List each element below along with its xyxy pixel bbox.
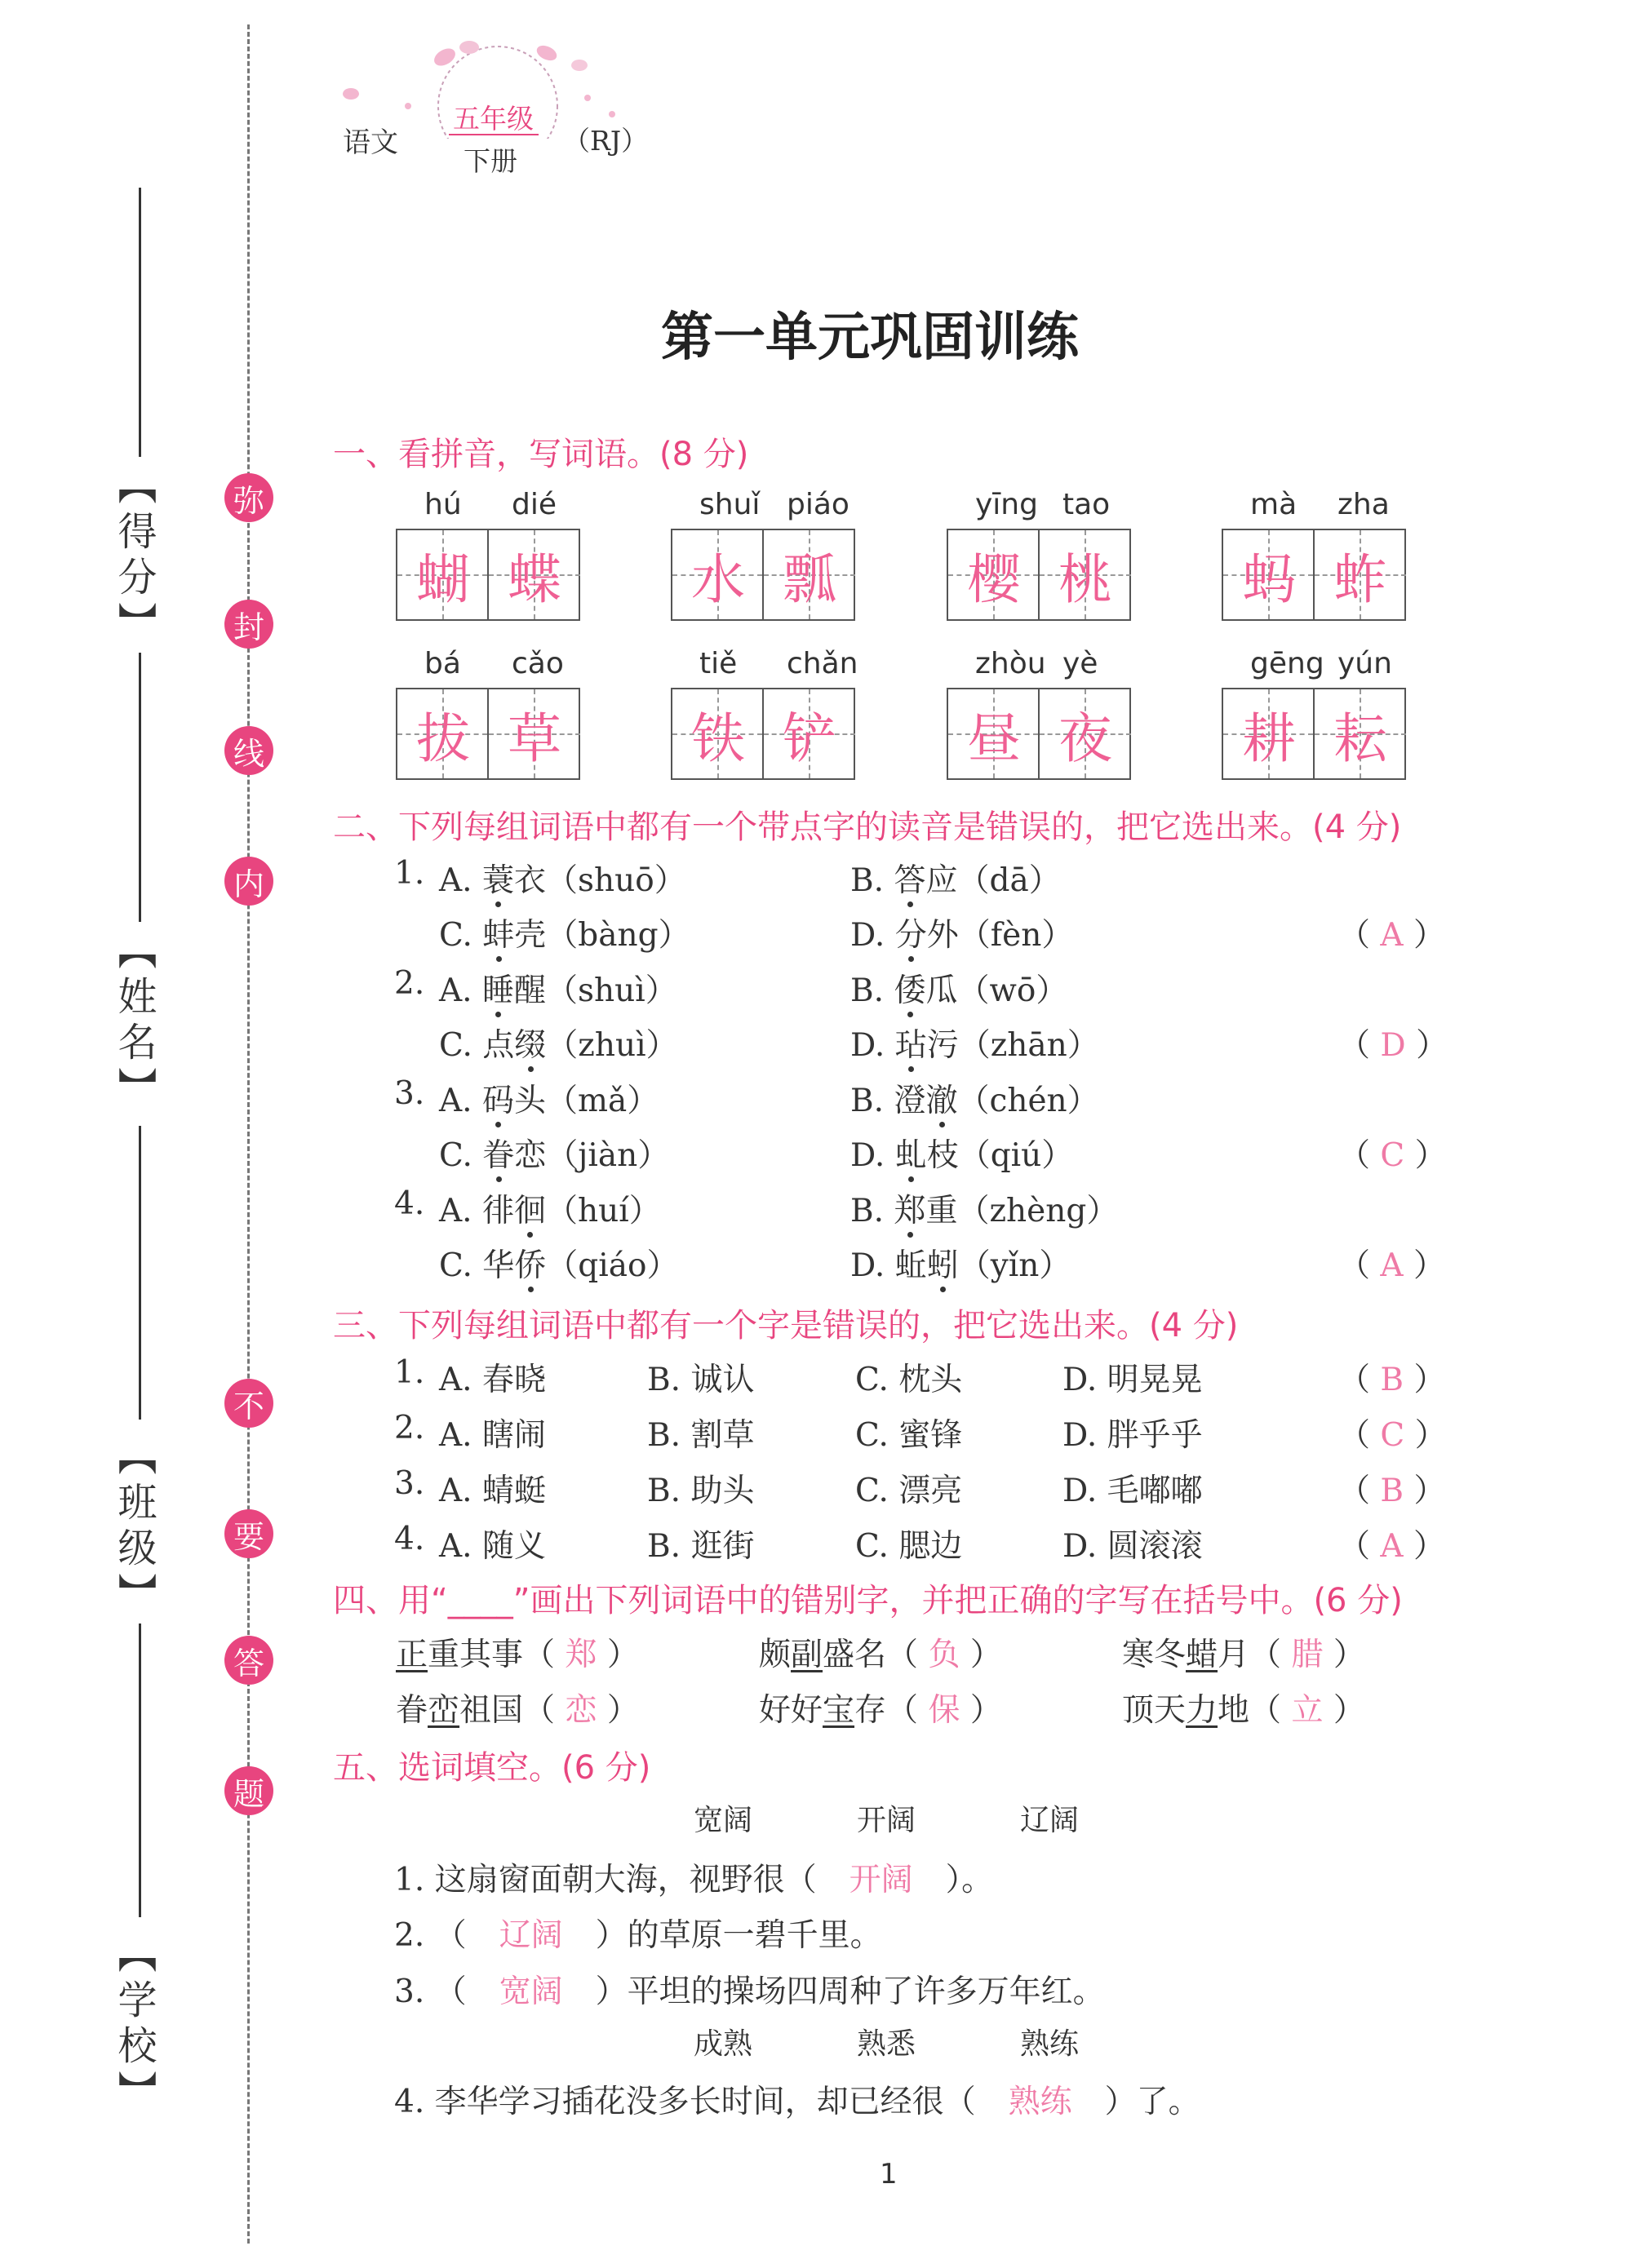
option-letter: A. [439,862,472,899]
dotted-char: 码 [481,1083,514,1119]
pinyin-3-b: tao [1062,488,1111,521]
answer-parens: （ A ） [1338,1247,1445,1284]
fill-sentence [394,1910,882,1956]
pinyin-6-b: chǎn [787,647,858,680]
dotted-char: 缀 [514,1027,547,1064]
seal-char-7: 答 [224,1636,273,1685]
option-c: C. 腮边 [855,1528,963,1565]
option-d: D. 圆滚滚 [1062,1528,1203,1565]
pinyin-7-a: zhòu [975,647,1046,680]
seal-char-3: 线 [224,726,273,775]
answer-char: 蚂 [1242,548,1296,611]
option-c: C. 枕头 [855,1362,963,1398]
answer-char: 拔 [416,707,470,770]
option-rest: （yǐn） [958,1247,1071,1284]
answer-parens: （ A ） [1338,917,1445,954]
option-a [439,1075,659,1121]
tianzige-box [671,688,855,780]
wrong-char: 宝 [823,1692,855,1729]
dotted-char: 侨 [514,1247,547,1284]
option-c [439,1240,678,1286]
option-lead-char: 徘 [481,1193,514,1229]
word-option: 成熟 [694,2027,753,2061]
answer-letter: A [1380,1528,1404,1565]
question-number: 4. [394,1185,425,1222]
option-rest: 枝（qiú） [926,1137,1074,1174]
answer-char: 水 [691,548,745,611]
pinyin-6-a: tiě [699,647,738,680]
option-d: D. 明晃晃 [1062,1362,1203,1398]
option-rest: 壳（bàng） [514,917,690,954]
tianzige-cell [764,689,855,778]
answer-char: 耘 [1333,707,1387,770]
sentence-post: ）。 [945,1862,994,1898]
option-lead-char: 华 [482,1247,515,1284]
option-b [850,1075,1099,1121]
tianzige-box [947,688,1131,780]
tianzige-cell [764,530,855,619]
pinyin-2-b: piáo [787,488,849,521]
option-letter: B. [850,1083,885,1119]
correct-char: 立 [1291,1692,1324,1729]
dotted-char: 郑 [894,1193,926,1229]
correction-item: 好好宝存（ 保 ） [759,1692,1002,1729]
word-part: 重其事 [428,1637,524,1673]
fill-answer: 辽阔 [499,1917,563,1954]
section3-title: 三、下列每组词语中都有一个字是错误的，把它选出来。(4 分) [333,1307,1239,1344]
pinyin-4-b: zha [1337,488,1390,521]
fill-sentence [394,2076,1200,2122]
option-rest: 恋（jiàn） [514,1137,670,1174]
dotted-char: 虬 [894,1137,927,1174]
option-letter: D. [850,917,885,954]
section5-title: 五、选词填空。(6 分) [333,1749,651,1787]
seal-char-5: 不 [224,1379,273,1428]
answer-parens: （ C ） [1338,1417,1447,1454]
option-rest: （huí） [546,1193,661,1229]
fill-sentence [394,1966,1105,2012]
option-lead-char: 澄 [894,1083,926,1119]
word-option: 熟练 [1020,2027,1080,2061]
answer-parens: （ C ） [1338,1137,1447,1174]
question-number: 2. [394,965,425,1002]
option-c: C. 漂亮 [855,1473,963,1509]
tianzige-cell [489,530,580,619]
tianzige-cell [948,689,1040,778]
correction-item: 眷峦祖国（ 恋 ） [396,1692,639,1729]
option-a: A. 春晓 [439,1362,546,1398]
option-d: D. 胖乎乎 [1062,1417,1203,1454]
option-rest: 瓜（wō） [925,972,1068,1009]
seal-char-2: 封 [224,600,273,649]
dotted-char: 澈 [925,1083,958,1119]
sentence-post: ）了。 [1104,2084,1200,2120]
tianzige-box [671,529,855,621]
question-number: 3. [394,1973,425,2010]
option-letter: A. [439,1083,472,1119]
option-d: D. 毛嘟嘟 [1062,1473,1203,1509]
question-number: 4. [394,2084,425,2120]
answer-char: 蝴 [416,548,470,611]
option-b [850,1185,1118,1231]
option-letter: C. [439,1137,472,1174]
side-label-score: 【得分】 [111,465,157,648]
dotted-char: 蓑 [481,862,514,899]
option-rest: （zhuì） [546,1027,678,1064]
answer-parens: （ B ） [1338,1473,1446,1509]
tianzige-cell [1223,689,1315,778]
tianzige-box [396,688,580,780]
wrong-char: 蜡 [1186,1637,1218,1673]
pinyin-8-a: gēng [1250,647,1324,680]
word-part: 顶天 [1122,1692,1187,1729]
question-number: 2. [394,1917,425,1954]
side-line-2 [139,653,141,922]
correct-char: 恋 [565,1692,597,1729]
word-option: 熟悉 [857,2027,916,2061]
word-part: 盛名 [823,1637,887,1673]
tianzige-cell [397,530,489,619]
correction-item: 颇副盛名（ 负 ） [759,1637,1002,1673]
wrong-char: 力 [1186,1692,1218,1729]
pinyin-1-b: dié [512,488,557,521]
word-part: 存 [854,1692,887,1729]
option-lead-char: 蚯 [894,1247,927,1284]
option-a: A. 瞎闹 [439,1417,546,1454]
option-b: B. 助头 [647,1473,755,1509]
answer-char: 铲 [783,707,836,770]
correct-char: 郑 [565,1637,597,1673]
answer-char: 耕 [1242,707,1296,770]
option-d [850,910,1073,955]
answer-parens: （ B ） [1338,1362,1446,1398]
word-part: 月 [1218,1637,1250,1673]
pinyin-4-a: mà [1250,488,1298,521]
side-label-class: 【班级】 [111,1436,157,1619]
answer-letter: C [1380,1417,1405,1454]
option-d [850,1020,1099,1065]
answer-letter: C [1380,1137,1405,1174]
option-rest: （qiáo） [546,1247,679,1284]
page-number: 1 [880,2158,898,2190]
side-line-3 [139,1126,141,1420]
pinyin-2-a: shuǐ [699,488,761,521]
answer-char: 夜 [1058,707,1112,770]
dotted-char: 倭 [894,972,926,1009]
option-rest: 醒（shuì） [513,972,677,1009]
option-rest: 头（mǎ） [513,1083,659,1119]
correction-item: 正重其事（ 郑 ） [396,1637,639,1673]
question-number: 3. [394,1465,425,1502]
tianzige-cell [672,530,764,619]
tianzige-cell [672,689,764,778]
option-a: A. 随义 [439,1528,546,1565]
sentence-pre: 这扇窗面朝大海，视野很（ [434,1862,817,1898]
fill-answer: 开阔 [849,1862,913,1898]
answer-letter: A [1380,917,1404,954]
option-b [850,965,1067,1011]
option-a [439,1185,661,1231]
tianzige-box [1222,688,1406,780]
option-letter: B. [850,1193,885,1229]
option-c [439,910,690,955]
fill-answer: 熟练 [1008,2084,1072,2120]
option-b: B. 割草 [647,1417,755,1454]
option-letter: C. [439,1247,472,1284]
dotted-char: 答 [894,862,926,899]
section1-title: 一、看拼音，写词语。(8 分) [333,436,749,473]
header-volume: 下册 [464,145,517,177]
option-b [850,855,1061,901]
word-option: 开阔 [857,1804,916,1837]
answer-char: 草 [508,707,561,770]
option-lead-char: 点 [482,1027,515,1064]
dotted-char: 睡 [481,972,514,1009]
word-option: 宽阔 [694,1804,753,1837]
option-rest: 污（zhān） [926,1027,1099,1064]
correct-char: 腊 [1291,1637,1324,1673]
tianzige-cell [1223,530,1315,619]
option-rest: 外（fèn） [926,917,1074,954]
dotted-char: 蚓 [926,1247,959,1284]
seal-char-8: 题 [224,1766,273,1815]
dotted-char: 徊 [513,1193,546,1229]
seal-char-1: 弥 [224,473,273,522]
tianzige-cell [1315,530,1406,619]
pinyin-7-b: yè [1062,647,1098,680]
tianzige-box [396,529,580,621]
word-part: 眷 [396,1692,428,1729]
sentence-pre: （ [434,1917,467,1954]
option-d [850,1240,1071,1286]
answer-letter: B [1380,1473,1404,1509]
answer-char: 蚱 [1333,548,1387,611]
wrong-char: 副 [791,1637,823,1673]
dotted-char: 眷 [482,1137,515,1174]
pinyin-1-a: hú [424,488,462,521]
page-title: 第一单元巩固训练 [661,308,1079,368]
answer-letter: D [1380,1027,1406,1064]
option-rest: 重（zhèng） [925,1193,1119,1229]
side-label-school: 【学校】 [111,1934,157,2116]
answer-char: 桃 [1058,548,1112,611]
header-grade-rule [449,134,539,135]
header-edition: （RJ） [563,125,649,157]
side-line-4 [139,1623,141,1917]
correction-item: 寒冬蜡月（ 腊 ） [1122,1637,1365,1673]
answer-letter: A [1380,1247,1404,1284]
side-label-name: 【姓名】 [111,930,157,1113]
option-b: B. 逛街 [647,1528,755,1565]
pinyin-3-a: yīng [975,488,1038,521]
seal-char-6: 要 [224,1509,273,1558]
option-letter: A. [439,1193,472,1229]
pinyin-8-b: yún [1337,647,1392,680]
answer-char: 铁 [691,707,745,770]
fill-answer: 宽阔 [499,1973,563,2010]
option-c: C. 蜜锋 [855,1417,963,1454]
tianzige-box [1222,529,1406,621]
answer-char: 樱 [967,548,1021,611]
option-letter: D. [850,1247,885,1284]
sentence-pre: 李华学习插花没多长时间，却已经很（ [434,2084,976,2120]
option-letter: B. [850,972,885,1009]
word-part: 好好 [759,1692,823,1729]
option-letter: A. [439,972,472,1009]
option-rest: 应（dā） [925,862,1061,899]
side-line-1 [139,188,141,457]
answer-letter: B [1380,1362,1404,1398]
option-rest: （chén） [957,1083,1099,1119]
tianzige-cell [1315,689,1406,778]
question-number: 4. [394,1521,425,1557]
wrong-char: 正 [396,1637,428,1673]
question-number: 3. [394,1075,425,1112]
option-letter: C. [439,917,472,954]
section2-title: 二、下列每组词语中都有一个带点字的读音是错误的，把它选出来。(4 分) [333,808,1402,846]
word-part: 寒冬 [1122,1637,1187,1673]
tianzige-cell [489,689,580,778]
option-letter: C. [439,1027,472,1064]
answer-char: 蝶 [508,548,561,611]
correct-char: 负 [928,1637,960,1673]
option-a: A. 蜻蜓 [439,1473,546,1509]
tianzige-cell [1040,530,1131,619]
section4-title: 四、用“____”画出下列词语中的错别字，并把正确的字写在括号中。(6 分) [333,1582,1403,1619]
question-number: 2. [394,1410,425,1446]
question-number: 1. [394,1862,425,1898]
question-number: 1. [394,855,425,892]
correction-item: 顶天力地（ 立 ） [1122,1692,1365,1729]
option-letter: D. [850,1137,885,1174]
sentence-pre: （ [434,1973,467,2010]
answer-char: 昼 [967,707,1021,770]
answer-parens: （ D ） [1338,1027,1448,1064]
word-part: 地 [1218,1692,1250,1729]
sentence-post: ）的草原一碧千里。 [595,1917,882,1954]
seal-char-4: 内 [224,857,273,906]
header-subject: 语文 [343,126,398,159]
option-a [439,855,686,901]
option-rest: 衣（shuō） [513,862,686,899]
binding-dashed-line [247,24,250,2244]
dotted-char: 分 [894,917,927,954]
option-letter: D. [850,1027,885,1064]
answer-parens: （ A ） [1338,1528,1445,1565]
pinyin-5-a: bá [424,647,461,680]
option-a [439,965,677,1011]
word-part: 祖国 [459,1692,524,1729]
correct-char: 保 [928,1692,960,1729]
dotted-char: 玷 [894,1027,927,1064]
answer-char: 瓢 [783,548,836,611]
tianzige-cell [948,530,1040,619]
header-grade: 五年级 [453,103,534,135]
tianzige-box [947,529,1131,621]
fill-sentence [394,1854,993,1900]
tianzige-cell [397,689,489,778]
sentence-post: ）平坦的操场四周种了许多万年红。 [595,1973,1105,2010]
word-option: 辽阔 [1020,1804,1080,1837]
option-b: B. 诚认 [647,1362,755,1398]
option-letter: B. [850,862,885,899]
wrong-char: 峦 [428,1692,460,1729]
dotted-char: 蚌 [482,917,515,954]
option-c [439,1020,678,1065]
word-part: 颇 [759,1637,792,1673]
option-d [850,1130,1073,1176]
tianzige-cell [1040,689,1131,778]
pinyin-5-b: cǎo [512,647,564,680]
question-number: 1. [394,1354,425,1391]
option-c [439,1130,669,1176]
